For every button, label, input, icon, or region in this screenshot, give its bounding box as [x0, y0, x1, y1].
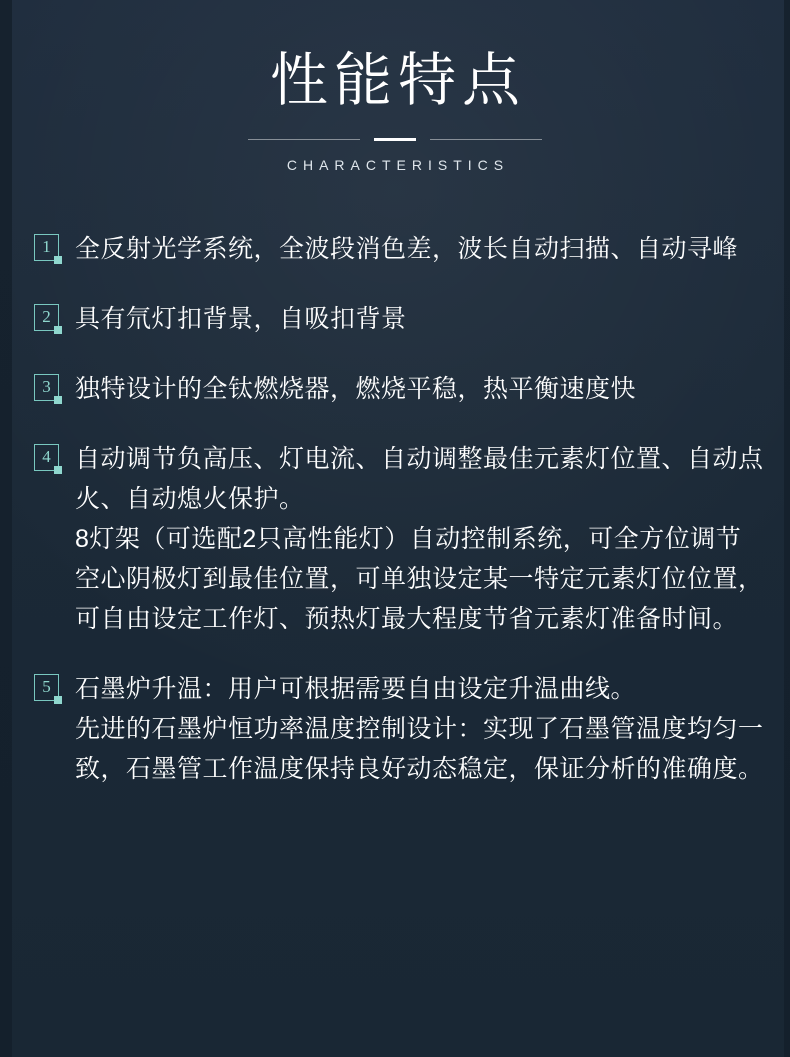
divider-right-segment [430, 139, 542, 140]
left-edge-accent [0, 0, 12, 1057]
list-item [34, 369, 764, 409]
badge-corner-tick-icon [54, 326, 62, 334]
badge-corner-tick-icon [54, 256, 62, 264]
list-item [34, 669, 764, 789]
item-paragraph: 全反射光学系统，全波段消色差，波长自动扫描、自动寻峰 [75, 235, 739, 263]
page-title: 性能特点 [269, 48, 526, 113]
item-text [75, 229, 764, 269]
item-paragraph: 独特设计的全钛燃烧器，燃烧平稳，热平衡速度快 [75, 375, 637, 403]
page-subtitle: CHARACTERISTICS [286, 157, 510, 173]
item-text [75, 669, 764, 789]
item-paragraph: 自动调节负高压、灯电流、自动调整最佳元素灯位置、自动点火、自动熄火保护。 [75, 445, 764, 513]
feature-list [0, 229, 790, 789]
page-header [0, 0, 790, 173]
badge-number: 4 [42, 447, 51, 466]
badge-corner-tick-icon [54, 696, 62, 704]
item-text [75, 369, 764, 409]
item-paragraph: 先进的石墨炉恒功率温度控制设计：实现了石墨管温度均匀一致，石墨管工作温度保持良好动态稳定，保证分析的准确度。 [75, 715, 764, 783]
item-paragraph: 具有氘灯扣背景，自吸扣背景 [75, 305, 407, 333]
divider-left-segment [248, 139, 360, 140]
item-paragraph: 石墨炉升温：用户可根据需要自由设定升温曲线。 [75, 675, 637, 703]
badge-number: 5 [42, 677, 51, 696]
badge-number: 2 [42, 307, 51, 326]
item-text [75, 439, 764, 639]
list-item [34, 439, 764, 639]
title-divider [0, 138, 790, 141]
badge-number: 1 [42, 237, 51, 256]
right-edge-accent [784, 0, 790, 1057]
badge-number: 3 [42, 377, 51, 396]
list-item [34, 299, 764, 339]
item-text [75, 299, 764, 339]
item-number-badge [34, 444, 62, 474]
item-number-badge [34, 674, 62, 704]
item-number-badge [34, 304, 62, 334]
divider-center-segment [374, 138, 416, 141]
item-number-badge [34, 234, 62, 264]
badge-corner-tick-icon [54, 466, 62, 474]
item-paragraph: 8灯架（可选配2只高性能灯）自动控制系统，可全方位调节空心阴极灯到最佳位置，可单独设定某一特定元素灯位位置，可自由设定工作灯、预热灯最大程度节省元素灯准备时间。 [75, 525, 764, 633]
list-item [34, 229, 764, 269]
badge-corner-tick-icon [54, 396, 62, 404]
item-number-badge [34, 374, 62, 404]
